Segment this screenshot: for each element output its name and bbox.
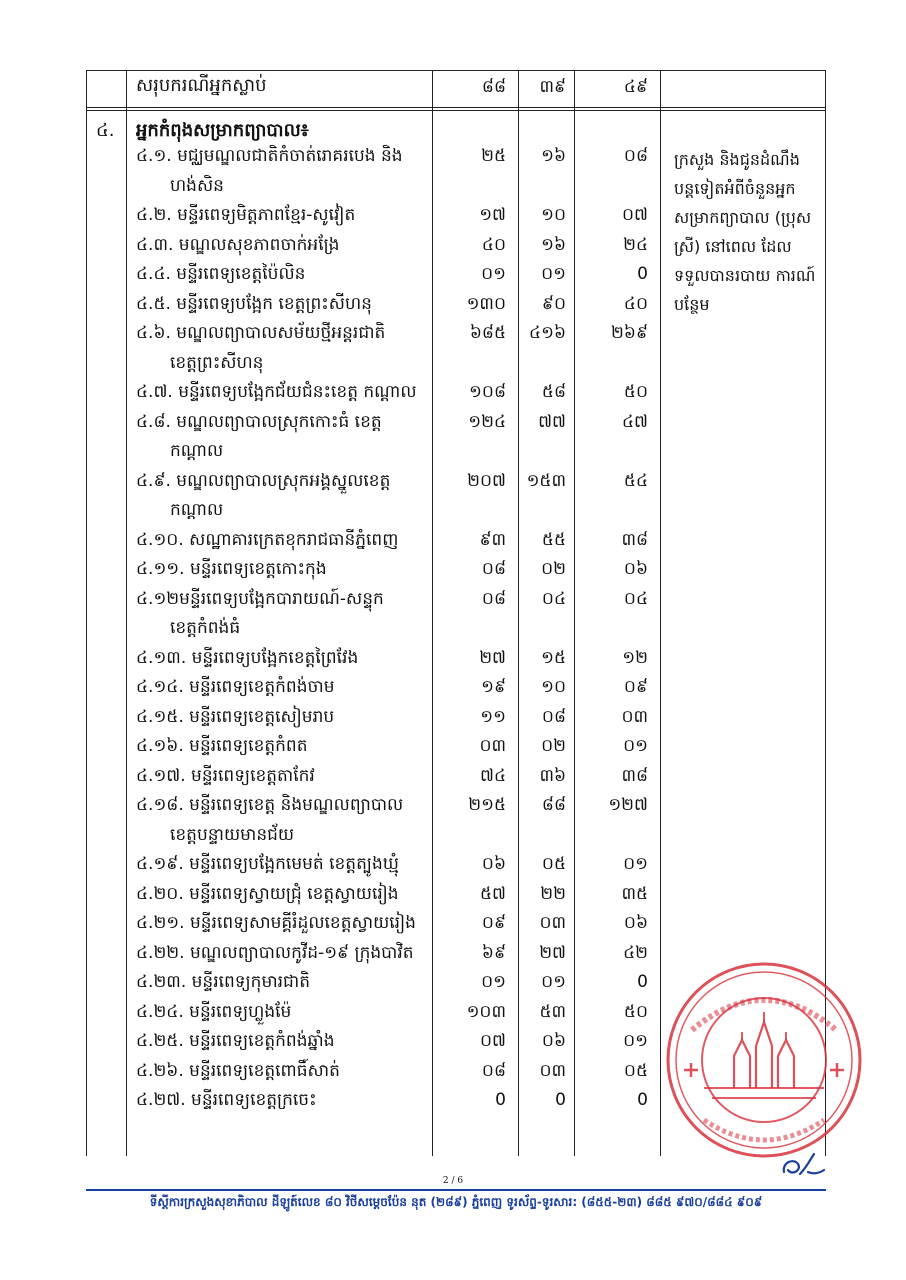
row-total: ១២៤ [468,411,506,432]
row-label-cont: ខេត្តបន្ទាយមានជ័យ [170,824,295,845]
row-label-cont: កណ្ដាល [170,441,224,461]
row-total: ០៩ [481,913,506,933]
row-total: ៩៣ [479,529,506,550]
row-total: ២៥ [481,146,506,166]
section-title: អ្នកកំពុងសម្រាកព្យាបាល៖ [136,120,309,141]
row-label-cont: ខេត្តព្រះសីហនុ [170,352,264,373]
row-total: ៥៧ [480,883,506,904]
summary-bottom-border [86,107,826,108]
row-label: ៤.១៦. មន្ទីរពេទ្យខេត្តកំពត [136,736,308,756]
row-label: ៤.២៣. មន្ទីរពេទ្យកុមារជាតិ [136,972,311,992]
row-total: 0 [495,1090,506,1110]
row-total: ១៩ [481,677,506,697]
row-male: ១៦ [541,234,566,255]
row-label: ៤.១០. សណ្ឋាគារក្រេតខុករាជធានីភ្នំពេញ [136,529,399,550]
section-number: ៤. [96,120,115,141]
row-label: ៤.២. មន្ទីរពេទ្យមិត្តភាពខ្មែរ-សូវៀត [136,205,356,225]
row-male: ៧៧ [538,411,566,432]
row-label: ៤.២១. មន្ទីរពេទ្យសាមគ្គីរំដួលខេត្តស្វាយរៀង [136,913,416,933]
summary-female: ៤៩ [623,77,648,97]
row-label-cont: ហង់សិន [170,175,224,196]
row-male: ០៨ [541,706,566,727]
row-male: ៥៨ [541,382,566,402]
row-male: ៥៣ [539,1001,566,1022]
row-female: ៣៨ [621,529,648,550]
row-female: ០៣ [621,706,648,727]
official-seal-icon [664,960,864,1160]
footer-address: ទីស្ដីការក្រសួងសុខាភិបាល ដីឡូត៍លេខ ៨០ វិថីសម្ដេចប៉ែន នុត (២៨៩) ភ្នំពេញ ទូរស័ព្ទ-ទូរសារ: (៨៥៥-២៣) ៨៨៥ ៩៧០/៨៨៤ ៩០៩ [149,1195,763,1209]
row-female: ០៦ [623,913,648,933]
row-male: ៤១៦ [529,323,566,343]
row-total: ៦៨៥ [469,323,506,343]
row-female: 0 [637,1090,648,1110]
row-total: ២០៧ [467,470,506,491]
row-female: ១២ [622,647,648,668]
page-number: 2 / 6 [442,1176,464,1186]
row-label: ៤.១៩. មន្ទីរពេទ្យបង្អែកមេមត់ ខេត្តត្បូងឃ្មុំ [136,854,399,874]
row-female: ០៦ [623,559,648,579]
section-top-border [86,110,826,111]
row-label: ៤.៨. មណ្ឌលព្យាបាលស្រុកកោះធំ ខេត្ត [136,411,382,432]
row-label: ៤.២៦. មន្ទីរពេទ្យខេត្តពោធិ៍សាត់ [136,1060,340,1081]
row-label: ៤.៣. មណ្ឌលសុខភាពចាក់អង្រែ [136,234,340,255]
row-label: ៤.៥. មន្ទីរពេទ្យបង្អែក ខេត្តព្រះសីហនុ [136,293,372,314]
row-female: ៣៥ [621,883,648,904]
row-label: ៤.២២. មណ្ឌលព្យាបាលកូវីដ-១៩ ក្រុងបាវិត [136,942,414,963]
footer-rule [86,1189,826,1191]
row-male: 0 [555,1090,566,1110]
row-male: ០២ [541,736,566,756]
row-label: ៤.៧. មន្ទីរពេទ្យបង្អែកជ័យជំនះខេត្ត កណ្ដាល [136,382,417,402]
row-female: ០៧ [622,205,648,225]
row-female: ០៩ [623,677,648,697]
row-label: ៤.២៥. មន្ទីរពេទ្យខេត្តកំពង់ឆ្នាំង [136,1031,335,1051]
row-total: ០៨ [481,1060,506,1081]
row-female: ៥៤ [623,470,648,491]
row-label: ៤.៦. មណ្ឌលព្យាបាលសម័យថ្មីអន្តរជាតិ [136,323,386,343]
row-male: ៣៦ [539,765,566,786]
row-total: ១៧ [479,205,506,225]
row-male: ១៦ [541,146,566,166]
row-female: ៤០ [623,293,648,314]
row-total: ០៨ [481,588,506,609]
row-male: ០១ [541,264,566,284]
row-total: ០១ [481,264,506,284]
row-male: ៩០ [541,293,566,314]
row-label: ៤.១១. មន្ទីរពេទ្យខេត្តកោះកុង [136,559,327,579]
row-female: ២៤ [623,234,648,255]
row-total: ៧៤ [480,765,506,786]
row-female: ០១ [623,736,648,756]
row-female: ៥០ [623,1001,648,1022]
row-male: ១០ [541,205,566,225]
row-total: ១០៨ [469,382,506,402]
row-male: ០៣ [539,913,566,933]
row-female: ០៤ [623,588,648,609]
row-male: ១០ [541,677,566,697]
row-female: ៥០ [623,382,648,402]
summary-male: ៣៩ [539,77,566,97]
row-male: ០៦ [541,1031,566,1051]
row-label-cont: កណ្ដាល [170,500,224,520]
row-female: ១២៧ [608,795,648,815]
row-total: ៤០ [481,234,506,255]
row-label: ៤.១៧. មន្ទីរពេទ្យខេត្តតាកែវ [136,765,315,786]
row-male: ០៥ [541,854,566,874]
row-label: ៤.៩. មណ្ឌលព្យាបាលស្រុកអង្គស្នួលខេត្ត [136,470,391,491]
col-line-left [86,70,87,1156]
row-male: ៥៥ [541,529,566,550]
row-male: ១៥៣ [526,470,566,491]
signature-icon [778,1148,828,1182]
row-female: ៤២ [623,942,648,963]
row-female: 0 [637,264,648,284]
row-label: ៤.២៧. មន្ទីរពេទ្យខេត្តក្រចេះ [136,1090,317,1110]
row-total: ២៧ [479,647,506,668]
row-female: ០១ [623,854,648,874]
row-label: ៤.១២មន្ទីរពេទ្យបង្អែកបារាយណ៍-សន្ទុក [136,588,384,609]
row-label-cont: ខេត្តកំពង់ធំ [170,618,241,638]
row-total: ០៣ [479,736,506,756]
row-total: ១១ [480,706,506,727]
row-female: ២៦៩ [611,323,648,343]
row-female: ០៥ [623,1060,648,1081]
row-total: ០៦ [481,854,506,874]
row-label: ៤.១៣. មន្ទីរពេទ្យបង្អែកខេត្តព្រៃវែង [136,647,359,668]
row-label: ៤.១៤. មន្ទីរពេទ្យខេត្តកំពង់ចាម [136,677,335,697]
row-male: ០៤ [541,588,566,609]
row-total: ០៨ [481,559,506,579]
row-female: ០១ [623,1031,648,1051]
row-total: ២១៥ [468,795,506,815]
row-total: ០៧ [480,1031,506,1051]
row-female: ៤៧ [622,411,648,432]
row-male: ២២ [540,883,566,904]
row-label: ៤.១៥. មន្ទីរពេទ្យខេត្តសៀមរាប [136,706,335,727]
summary-total: ៨៨ [481,77,506,97]
row-total: ៦៩ [481,942,506,963]
col-line-name [126,70,127,1156]
row-female: ៣៨ [621,765,648,786]
row-male: ៨៨ [541,795,566,815]
row-female: ០៨ [623,146,648,166]
col-line-note [660,70,661,1156]
row-label: ៤.១៨. មន្ទីរពេទ្យខេត្ត និងមណ្ឌលព្យាបាល [136,795,404,815]
summary-deaths-label: សរុបករណីអ្នកស្លាប់ [136,75,267,96]
row-male: ០១ [541,972,566,992]
row-total: ១៣០ [466,293,506,314]
row-male: ០២ [541,559,566,579]
row-label: ៤.៤. មន្ទីរពេទ្យខេត្តប៉ៃលិន [136,264,306,284]
row-label: ៤.២០. មន្ទីរពេទ្យស្វាយជ្រុំ ខេត្តស្វាយរៀង [136,883,399,904]
row-total: ១០៣ [466,1001,506,1022]
row-label: ៤.១. មជ្ឈមណ្ឌលជាតិកំចាត់រោគរបេង និង [136,146,403,166]
row-male: ០៣ [539,1060,566,1081]
row-female: 0 [637,972,648,992]
row-male: ២៧ [539,942,566,963]
remarks-note: ក្រសួង និងជូនដំណឹង បន្តទៀតអំពីចំនួនអ្នក សម្រាកព្យាបាល (ប្រុស ស្រី) នៅពេល ដែលទទួលបានរបាយ ការណ៍បន្ថែម [674,150,816,314]
row-label: ៤.២៤. មន្ទីរពេទ្យហ្លួងម៉ែ [136,1001,292,1022]
row-male: ១៥ [541,647,566,668]
row-total: ០១ [481,972,506,992]
